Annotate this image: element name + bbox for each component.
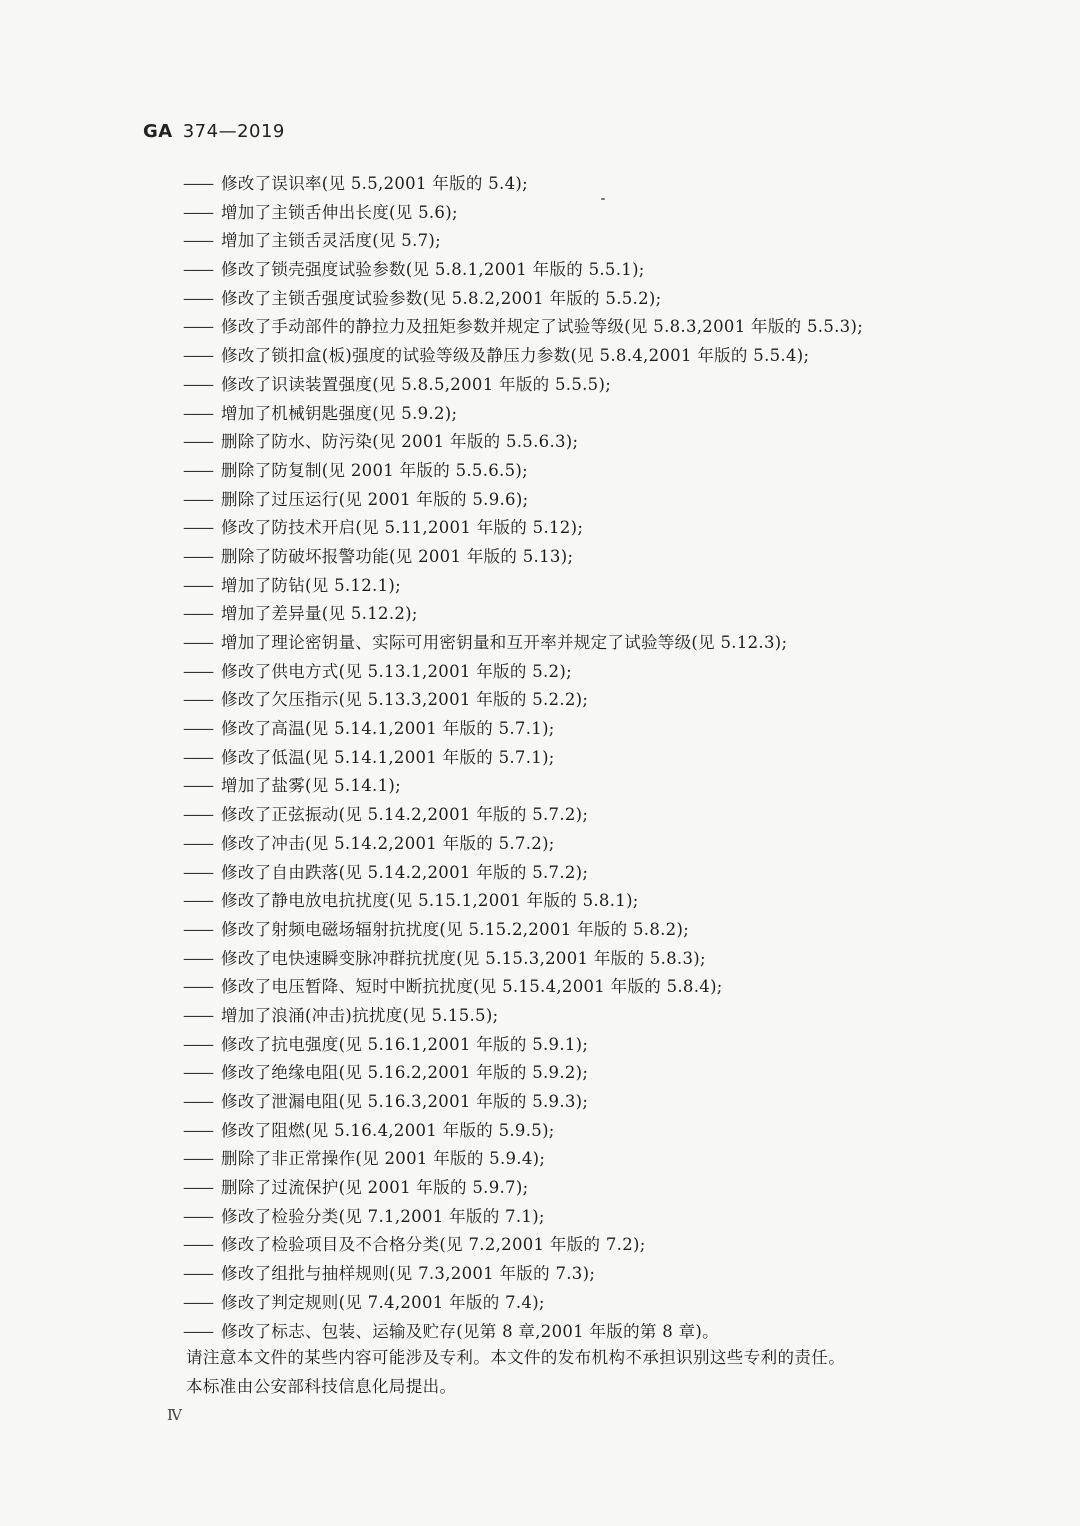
list-item-text: 修改了锁壳强度试验参数(见 5.8.1,2001 年版的 5.5.1); <box>221 260 645 280</box>
list-item <box>183 1260 863 1289</box>
list-item-text: 修改了标志、包装、运输及贮存(见第 8 章,2001 年版的第 8 章)。 <box>221 1321 719 1341</box>
list-item-text: 修改了静电放电抗扰度(见 5.15.1,2001 年版的 5.8.1); <box>221 891 639 911</box>
patent-note: 请注意本文件的某些内容可能涉及专利。本文件的发布机构不承担识别这些专利的责任。 <box>186 1348 846 1367</box>
em-dash-marker: —— <box>183 1063 212 1083</box>
em-dash-marker: —— <box>183 805 212 825</box>
em-dash-marker: —— <box>183 919 212 939</box>
em-dash-marker: —— <box>183 374 212 394</box>
list-item-text: 增加了盐雾(见 5.14.1); <box>221 776 401 796</box>
notes-block <box>186 1344 845 1401</box>
em-dash-marker: —— <box>183 202 212 222</box>
list-item <box>183 572 863 601</box>
list-item <box>183 285 863 314</box>
list-item <box>183 1059 863 1088</box>
list-item-text: 修改了供电方式(见 5.13.1,2001 年版的 5.2); <box>221 661 572 681</box>
list-item <box>183 1289 863 1318</box>
list-item-text: 修改了阻燃(见 5.16.4,2001 年版的 5.9.5); <box>221 1120 555 1140</box>
list-item <box>183 686 863 715</box>
em-dash-marker: —— <box>183 1321 212 1341</box>
em-dash-marker: —— <box>183 833 212 853</box>
em-dash-marker: —— <box>183 1034 212 1054</box>
list-item-text: 修改了手动部件的静拉力及扭矩参数并规定了试验等级(见 5.8.3,2001 年版的 5.5.3); <box>221 317 864 337</box>
em-dash-marker: —— <box>183 546 212 566</box>
list-item <box>183 658 863 687</box>
em-dash-marker: —— <box>183 575 212 595</box>
em-dash-marker: —— <box>183 518 212 538</box>
list-item-text: 删除了防水、防污染(见 2001 年版的 5.5.6.3); <box>221 432 579 452</box>
list-item-text: 增加了防钻(见 5.12.1); <box>221 575 401 595</box>
em-dash-marker: —— <box>183 776 212 796</box>
standard-header <box>143 121 285 142</box>
list-item-text: 修改了电快速瞬变脉冲群抗扰度(见 5.15.3,2001 年版的 5.8.3); <box>221 948 706 968</box>
list-item <box>183 543 863 572</box>
em-dash-marker: —— <box>183 1178 212 1198</box>
list-item-text: 修改了低温(见 5.14.1,2001 年版的 5.7.1); <box>221 747 555 767</box>
list-item <box>183 227 863 256</box>
list-item-text: 删除了非正常操作(见 2001 年版的 5.9.4); <box>221 1149 546 1169</box>
list-item <box>183 256 863 285</box>
list-item-text: 增加了机械钥匙强度(见 5.9.2); <box>221 403 458 423</box>
list-item <box>183 1203 863 1232</box>
standard-code: GA <box>143 121 173 142</box>
list-item-text: 修改了正弦振动(见 5.14.2,2001 年版的 5.7.2); <box>221 805 589 825</box>
em-dash-marker: —— <box>183 231 212 251</box>
em-dash-marker: —— <box>183 633 212 652</box>
list-item-text: 修改了检验分类(见 7.1,2001 年版的 7.1); <box>221 1206 545 1226</box>
em-dash-marker: —— <box>183 346 212 366</box>
list-item <box>183 486 863 515</box>
em-dash-marker: —— <box>183 432 212 452</box>
list-item <box>183 1145 863 1174</box>
list-item-text: 修改了抗电强度(见 5.16.1,2001 年版的 5.9.1); <box>221 1034 589 1054</box>
list-item-text: 修改了自由跌落(见 5.14.2,2001 年版的 5.7.2); <box>221 862 589 882</box>
em-dash-marker: —— <box>183 747 212 767</box>
em-dash-marker: —— <box>183 977 212 997</box>
list-item <box>183 945 863 974</box>
list-item-text: 增加了浪涌(冲击)抗扰度(见 5.15.5); <box>221 1005 499 1025</box>
em-dash-marker: —— <box>183 1149 212 1169</box>
changes-list <box>183 170 863 1346</box>
list-item <box>183 859 863 888</box>
list-item <box>183 1318 863 1347</box>
list-item-text: 修改了泄漏电阻(见 5.16.3,2001 年版的 5.9.3); <box>221 1092 589 1111</box>
list-item <box>183 715 863 744</box>
list-item-text: 修改了射频电磁场辐射抗扰度(见 5.15.2,2001 年版的 5.8.2); <box>221 919 690 939</box>
em-dash-marker: —— <box>183 460 212 480</box>
list-item <box>183 371 863 400</box>
list-item <box>183 199 863 228</box>
em-dash-marker: —— <box>183 1206 212 1226</box>
list-item <box>183 1002 863 1031</box>
em-dash-marker: —— <box>183 403 212 423</box>
list-item <box>183 400 863 429</box>
list-item <box>183 428 863 457</box>
list-item-text: 修改了主锁舌强度试验参数(见 5.8.2,2001 年版的 5.5.2); <box>221 288 662 308</box>
em-dash-marker: —— <box>183 661 212 681</box>
list-item-text: 增加了理论密钥量、实际可用密钥量和互开率并规定了试验等级(见 5.12.3); <box>221 633 788 652</box>
list-item <box>183 457 863 486</box>
list-item-text: 删除了过流保护(见 2001 年版的 5.9.7); <box>221 1178 529 1198</box>
em-dash-marker: —— <box>183 1120 212 1140</box>
list-item-text: 修改了检验项目及不合格分类(见 7.2,2001 年版的 7.2); <box>221 1235 646 1255</box>
list-item <box>183 1174 863 1203</box>
list-item-text: 修改了组批与抽样规则(见 7.3,2001 年版的 7.3); <box>221 1264 596 1284</box>
em-dash-marker: —— <box>183 690 212 710</box>
list-item-text: 修改了判定规则(见 7.4,2001 年版的 7.4); <box>221 1292 545 1312</box>
em-dash-marker: —— <box>183 317 212 337</box>
list-item <box>183 1031 863 1060</box>
list-item <box>183 629 863 658</box>
list-item <box>183 887 863 916</box>
list-item <box>183 744 863 773</box>
em-dash-marker: —— <box>183 1292 212 1312</box>
em-dash-marker: —— <box>183 604 212 624</box>
em-dash-marker: —— <box>183 288 212 308</box>
list-item-text: 修改了绝缘电阻(见 5.16.2,2001 年版的 5.9.2); <box>221 1063 589 1083</box>
list-item-text: 增加了主锁舌灵活度(见 5.7); <box>221 231 442 251</box>
list-item <box>183 916 863 945</box>
em-dash-marker: —— <box>183 489 212 509</box>
list-item-text: 删除了防复制(见 2001 年版的 5.5.6.5); <box>221 460 528 480</box>
list-item <box>183 801 863 830</box>
list-item-text: 增加了主锁舌伸出长度(见 5.6); <box>221 202 458 222</box>
list-item <box>183 1088 863 1117</box>
list-item <box>183 170 863 199</box>
list-item-text: 修改了误识率(见 5.5,2001 年版的 5.4); <box>221 174 528 193</box>
em-dash-marker: —— <box>183 1092 212 1111</box>
list-item-text: 修改了防技术开启(见 5.11,2001 年版的 5.12); <box>221 518 584 538</box>
page-number: Ⅳ <box>167 1406 182 1424</box>
standard-number: 374—2019 <box>182 121 285 142</box>
list-item <box>183 772 863 801</box>
list-item-text: 修改了锁扣盒(板)强度的试验等级及静压力参数(见 5.8.4,2001 年版的 5.5.4); <box>221 346 810 366</box>
list-item-text: 修改了欠压指示(见 5.13.3,2001 年版的 5.2.2); <box>221 690 589 710</box>
list-item <box>183 600 863 629</box>
em-dash-marker: —— <box>183 1264 212 1284</box>
list-item <box>183 342 863 371</box>
em-dash-marker: —— <box>183 1005 212 1025</box>
list-item-text: 修改了识读装置强度(见 5.8.5,2001 年版的 5.5.5); <box>221 374 612 394</box>
em-dash-marker: —— <box>183 174 212 193</box>
em-dash-marker: —— <box>183 891 212 911</box>
em-dash-marker: —— <box>183 862 212 882</box>
list-item <box>183 1231 863 1260</box>
list-item <box>183 514 863 543</box>
list-item-text: 修改了冲击(见 5.14.2,2001 年版的 5.7.2); <box>221 833 555 853</box>
list-item-text: 修改了高温(见 5.14.1,2001 年版的 5.7.1); <box>221 719 555 739</box>
list-item-text: 修改了电压暂降、短时中断抗扰度(见 5.15.4,2001 年版的 5.8.4); <box>221 977 723 997</box>
list-item <box>183 973 863 1002</box>
em-dash-marker: —— <box>183 948 212 968</box>
list-item <box>183 1117 863 1146</box>
proposer-note: 本标准由公安部科技信息化局提出。 <box>186 1376 457 1396</box>
list-item-text: 删除了防破坏报警功能(见 2001 年版的 5.13); <box>221 546 574 566</box>
list-item <box>183 830 863 859</box>
list-item <box>183 313 863 342</box>
em-dash-marker: —— <box>183 1235 212 1255</box>
list-item-text: 增加了差异量(见 5.12.2); <box>221 604 418 624</box>
list-item-text: 删除了过压运行(见 2001 年版的 5.9.6); <box>221 489 529 509</box>
em-dash-marker: —— <box>183 260 212 280</box>
em-dash-marker: —— <box>183 719 212 739</box>
